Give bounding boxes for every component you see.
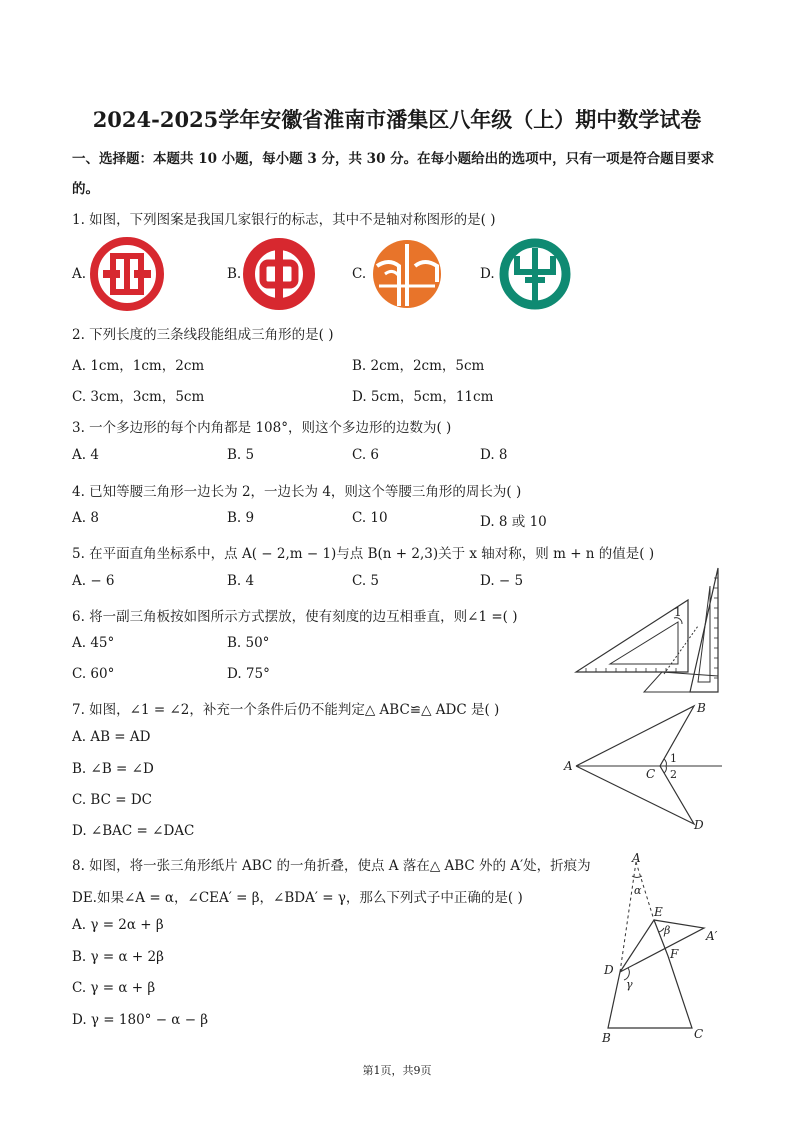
q8-label-a-prime: A′ — [706, 929, 718, 943]
q7-label-a: A — [564, 759, 573, 773]
q6-angle-label: 1 — [674, 605, 682, 619]
q8-label-c: C — [694, 1027, 704, 1041]
question-6-stem: 6. 将一副三角板按如图所示方式摆放，使有刻度的边互相垂直，则∠1 =( ) — [72, 609, 518, 625]
bank-of-china-logo-icon — [241, 236, 317, 312]
q7-option-a: A. AB = AD — [72, 729, 151, 745]
section-heading: 一、选择题：本题共 10 小题，每小题 3 分，共 30 分。在每小题给出的选项中，只有一项是符合题目要求 — [72, 151, 715, 167]
q8-label-d: D — [604, 963, 614, 977]
q8-label-a: A — [632, 851, 641, 865]
question-4-stem: 4. 已知等腰三角形一边长为 2，一边长为 4，则这个等腰三角形的周长为( ) — [72, 484, 522, 500]
icbc-logo-icon — [89, 236, 165, 312]
q5-option-c: C. 5 — [352, 573, 380, 589]
question-2-stem: 2. 下列长度的三条线段能组成三角形的是( ) — [72, 327, 334, 343]
q8-folded-triangle-figure — [596, 848, 734, 1046]
q6-option-a: A. 45° — [72, 635, 115, 651]
q8-option-b: B. γ = α + 2β — [72, 949, 164, 965]
q2-option-b: B. 2cm，2cm，5cm — [352, 358, 485, 374]
q7-label-b: B — [697, 701, 706, 715]
question-8-stem-cont: DE.如果∠A = α，∠CEA′ = β，∠BDA′ = γ，那么下列式子中正确的是( ) — [72, 890, 523, 906]
q1-option-a: A. — [72, 266, 87, 282]
q7-angle-1: 1 — [670, 752, 677, 765]
q5-option-a: A. − 6 — [72, 573, 115, 589]
q8-label-gamma: γ — [626, 978, 633, 991]
q1-option-c: C. — [352, 266, 367, 282]
page-footer: 第1页，共9页 — [362, 1064, 432, 1077]
section-heading-cont: 的。 — [72, 181, 99, 197]
q8-label-b: B — [602, 1031, 611, 1045]
q7-label-c: C — [646, 767, 656, 781]
abc-logo-icon — [497, 236, 573, 312]
q8-option-a: A. γ = 2α + β — [72, 917, 164, 933]
q2-option-a: A. 1cm，1cm，2cm — [72, 358, 205, 374]
question-3-stem: 3. 一个多边形的每个内角都是 108°，则这个多边形的边数为( ) — [72, 420, 452, 436]
q4-option-d: D. 8 或 10 — [480, 514, 547, 530]
q4-option-c: C. 10 — [352, 510, 388, 526]
q7-label-d: D — [694, 818, 704, 832]
q4-option-a: A. 8 — [72, 510, 99, 526]
q8-label-e: E — [654, 905, 663, 919]
q6-option-d: D. 75° — [227, 666, 270, 682]
q7-option-d: D. ∠BAC = ∠DAC — [72, 823, 195, 839]
q1-option-b: B. — [227, 266, 242, 282]
q7-option-b: B. ∠B = ∠D — [72, 761, 154, 777]
q3-option-d: D. 8 — [480, 447, 508, 463]
q8-option-d: D. γ = 180° − α − β — [72, 1012, 209, 1028]
q2-option-d: D. 5cm，5cm，11cm — [352, 389, 494, 405]
q7-option-c: C. BC = DC — [72, 792, 152, 808]
q5-option-b: B. 4 — [227, 573, 255, 589]
q7-congruent-triangles-figure — [560, 696, 724, 836]
q3-option-c: C. 6 — [352, 447, 380, 463]
question-1-stem: 1. 如图，下列图案是我国几家银行的标志，其中不是轴对称图形的是( ) — [72, 212, 496, 228]
q6-set-squares-figure — [574, 566, 722, 698]
page-title: 2024-2025学年安徽省淮南市潘集区八年级（上）期中数学试卷 — [92, 107, 702, 132]
q4-option-b: B. 9 — [227, 510, 255, 526]
q7-angle-2: 2 — [670, 768, 677, 781]
q5-option-d: D. − 5 — [480, 573, 524, 589]
q6-option-c: C. 60° — [72, 666, 115, 682]
q3-option-a: A. 4 — [72, 447, 99, 463]
q3-option-b: B. 5 — [227, 447, 255, 463]
cmb-logo-icon — [369, 236, 445, 312]
question-8-stem: 8. 如图，将一张三角形纸片 ABC 的一角折叠，使点 A 落在△ ABC 外的 A′处，折痕为 — [72, 858, 591, 874]
q8-label-alpha: α — [634, 884, 642, 897]
q2-option-c: C. 3cm，3cm，5cm — [72, 389, 205, 405]
q8-label-f: F — [670, 947, 679, 961]
q6-option-b: B. 50° — [227, 635, 270, 651]
question-7-stem: 7. 如图，∠1 = ∠2，补充一个条件后仍不能判定△ ABC≌△ ADC 是( ) — [72, 702, 500, 718]
q1-option-d: D. — [480, 266, 495, 282]
question-5-stem: 5. 在平面直角坐标系中，点 A( − 2,m − 1)与点 B(n + 2,3)关于 x 轴对称，则 m + n 的值是( ) — [72, 546, 655, 562]
q8-option-c: C. γ = α + β — [72, 980, 156, 996]
q8-label-beta: β — [664, 924, 671, 937]
